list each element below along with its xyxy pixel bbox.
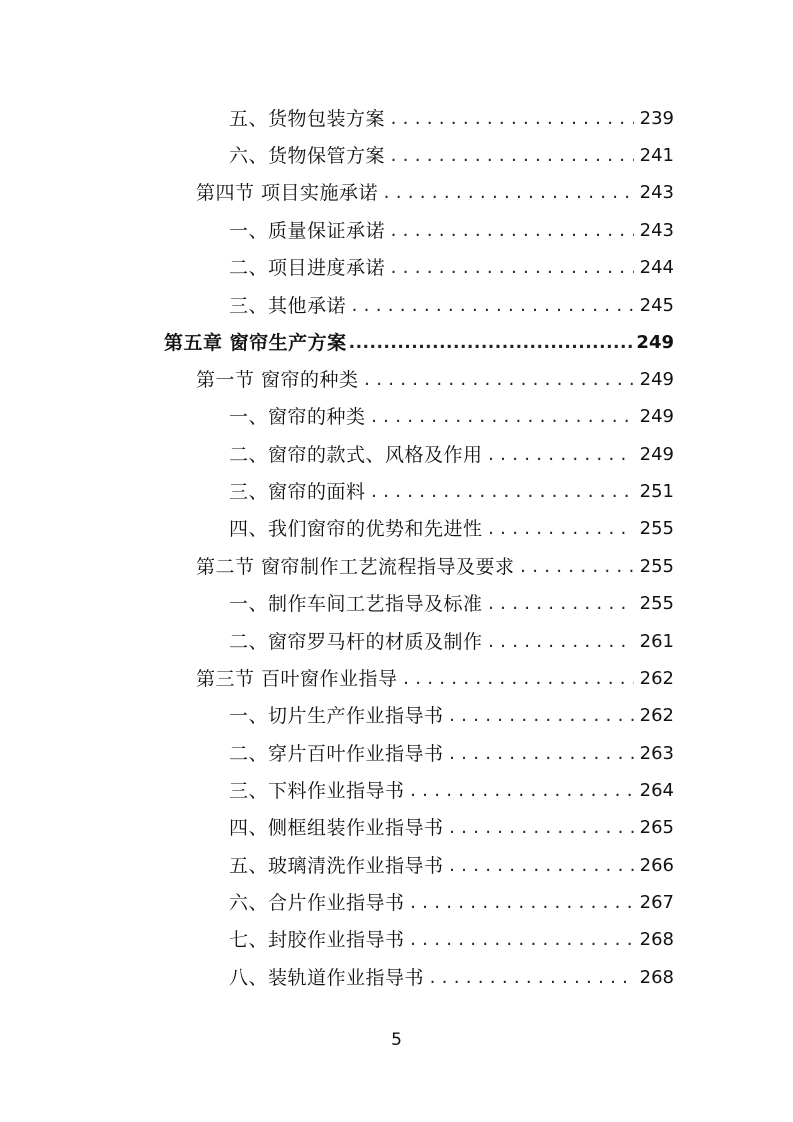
dot-leader — [389, 253, 634, 283]
toc-entry[interactable] — [196, 365, 674, 395]
toc-entry-page: 249 — [636, 332, 674, 353]
toc-entry-page: 264 — [639, 780, 674, 801]
toc-entry[interactable] — [229, 776, 674, 806]
toc-entry-label: 第五章 窗帘生产方案 — [164, 332, 347, 354]
toc-entry-label: 一、质量保证承诺 — [229, 220, 386, 242]
toc-entry-label: 六、货物保管方案 — [229, 145, 386, 167]
dot-leader — [350, 291, 634, 321]
toc-entry-label: 七、封胶作业指导书 — [229, 929, 405, 951]
toc-entry-label: 四、侧框组装作业指导书 — [229, 817, 444, 839]
toc-entry-page: 255 — [639, 593, 674, 614]
dot-leader — [487, 589, 634, 619]
toc-entry[interactable] — [229, 963, 674, 993]
toc-entry[interactable] — [229, 440, 674, 470]
dot-leader — [389, 141, 634, 171]
toc-entry-page: 244 — [639, 257, 674, 278]
toc-entry-label: 三、窗帘的面料 — [229, 481, 366, 503]
dot-leader — [448, 701, 634, 731]
toc-entry-page: 249 — [639, 444, 674, 465]
toc-entry-page: 262 — [639, 668, 674, 689]
toc-entry-label: 八、装轨道作业指导书 — [229, 967, 425, 989]
toc-entry-label: 三、下料作业指导书 — [229, 780, 405, 802]
toc-entry-label: 六、合片作业指导书 — [229, 892, 405, 914]
toc-entry-label: 四、我们窗帘的优势和先进性 — [229, 518, 483, 540]
toc-entry[interactable] — [229, 291, 674, 321]
toc-entry-page: 262 — [639, 705, 674, 726]
toc-entry-page: 268 — [639, 929, 674, 950]
toc-entry-label: 二、窗帘的款式、风格及作用 — [229, 444, 483, 466]
toc-entry[interactable] — [229, 627, 674, 657]
dot-leader — [428, 963, 634, 993]
toc-entry-page: 243 — [639, 182, 674, 203]
toc-entry-label: 五、玻璃清洗作业指导书 — [229, 855, 444, 877]
toc-entry[interactable] — [196, 664, 674, 694]
toc-entry-page: 255 — [639, 556, 674, 577]
toc-entry-page: 251 — [639, 481, 674, 502]
toc-entry[interactable] — [196, 552, 674, 582]
toc-entry[interactable] — [229, 253, 674, 283]
toc-entry-label: 三、其他承诺 — [229, 295, 347, 317]
toc-entry[interactable] — [229, 141, 674, 171]
toc-entry[interactable] — [229, 589, 674, 619]
toc-entry-page: 263 — [639, 743, 674, 764]
toc-entry-label: 第一节 窗帘的种类 — [196, 369, 359, 391]
toc-entry-page: 245 — [639, 295, 674, 316]
dot-leader — [448, 739, 634, 769]
dot-leader — [409, 776, 634, 806]
toc-entry-label: 一、制作车间工艺指导及标准 — [229, 593, 483, 615]
dot-leader — [409, 925, 634, 955]
toc-entry[interactable] — [229, 739, 674, 769]
toc-entry-label: 五、货物包装方案 — [229, 108, 386, 130]
toc-entry-page: 241 — [639, 145, 674, 166]
toc-entry-page: 261 — [639, 631, 674, 652]
toc-entry-page: 267 — [639, 892, 674, 913]
toc-entry-label: 一、窗帘的种类 — [229, 406, 366, 428]
toc-entry[interactable] — [229, 925, 674, 955]
toc-entry[interactable] — [229, 851, 674, 881]
toc-entry[interactable] — [196, 178, 674, 208]
dot-leader — [402, 664, 634, 694]
toc-entry-label: 二、项目进度承诺 — [229, 257, 386, 279]
dot-leader — [409, 888, 634, 918]
dot-leader — [487, 627, 634, 657]
toc-entry[interactable] — [229, 104, 674, 134]
toc-entry-label: 二、穿片百叶作业指导书 — [229, 743, 444, 765]
toc-entry-page: 266 — [639, 855, 674, 876]
page-number: 5 — [391, 1030, 402, 1050]
toc-entry-page: 268 — [639, 967, 674, 988]
dot-leader — [389, 104, 634, 134]
dot-leader — [349, 328, 635, 358]
toc-entry[interactable] — [229, 514, 674, 544]
toc-entry-label: 第三节 百叶窗作业指导 — [196, 668, 398, 690]
toc-entry[interactable] — [229, 402, 674, 432]
dot-leader — [363, 365, 634, 395]
dot-leader — [519, 552, 634, 582]
dot-leader — [448, 813, 634, 843]
toc-entry-label: 第二节 窗帘制作工艺流程指导及要求 — [196, 556, 515, 578]
toc-entry[interactable] — [229, 701, 674, 731]
toc-entry-label: 二、窗帘罗马杆的材质及制作 — [229, 631, 483, 653]
toc-chapter-entry[interactable] — [164, 328, 674, 358]
dot-leader — [382, 178, 634, 208]
dot-leader — [370, 402, 634, 432]
toc-entry[interactable] — [229, 888, 674, 918]
toc-entry[interactable] — [229, 216, 674, 246]
dot-leader — [389, 216, 634, 246]
toc-entry-label: 第四节 项目实施承诺 — [196, 182, 379, 204]
dot-leader — [448, 851, 634, 881]
toc-entry-label: 一、切片生产作业指导书 — [229, 705, 444, 727]
dot-leader — [487, 514, 634, 544]
dot-leader — [487, 440, 634, 470]
toc-entry-page: 243 — [639, 220, 674, 241]
dot-leader — [370, 477, 634, 507]
toc-entry-page: 255 — [639, 518, 674, 539]
toc-entry-page: 265 — [639, 817, 674, 838]
toc-entry-page: 249 — [639, 406, 674, 427]
toc-entry-page: 239 — [639, 108, 674, 129]
toc-entry[interactable] — [229, 477, 674, 507]
toc-entry-page: 249 — [639, 369, 674, 390]
toc-entry[interactable] — [229, 813, 674, 843]
